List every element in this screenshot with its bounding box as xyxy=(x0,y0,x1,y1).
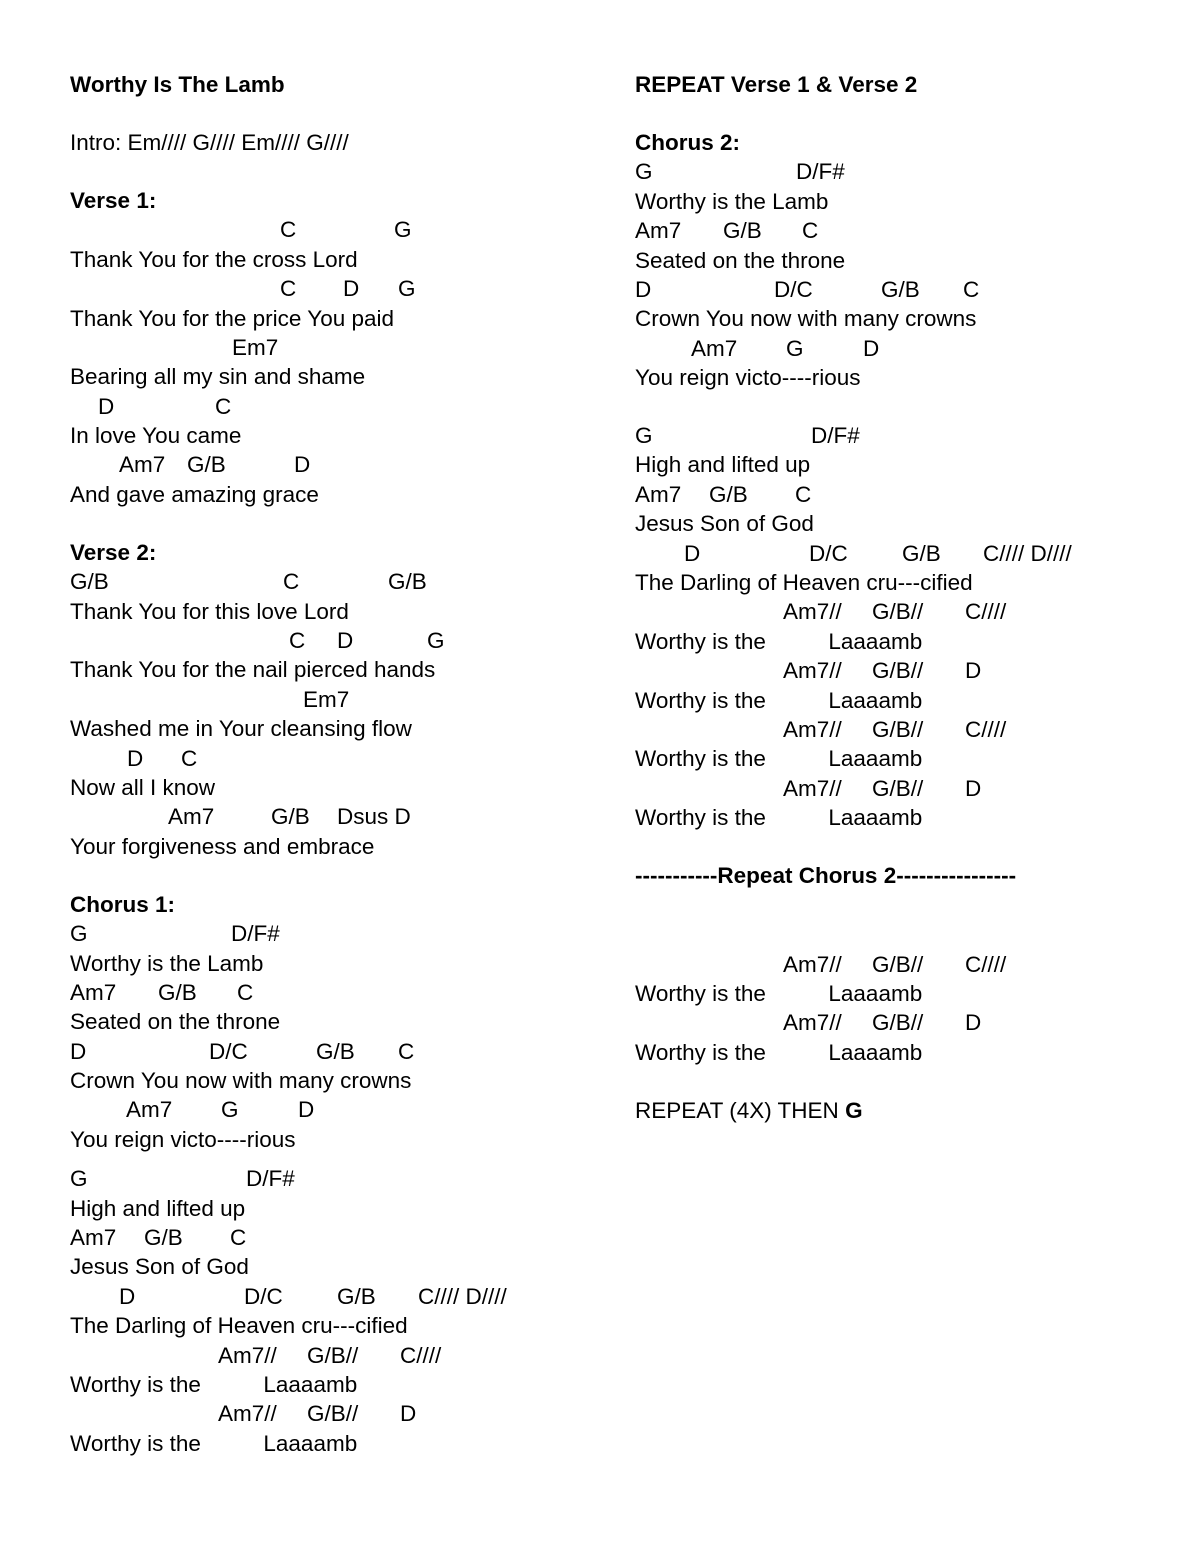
chord: Am7// xyxy=(783,599,842,625)
chord: G/B xyxy=(271,804,310,830)
chord-line xyxy=(70,215,610,244)
chord: C//// xyxy=(400,1342,442,1368)
chord: G/B// xyxy=(872,599,924,625)
lyric-line: High and lifted up xyxy=(70,1195,246,1221)
chord: G/B// xyxy=(872,775,924,801)
chord-line xyxy=(70,802,610,831)
chord: D xyxy=(635,276,652,302)
final-instruction xyxy=(635,1096,1175,1125)
lyric-line: Worthy is the Laaaamb xyxy=(70,1372,358,1397)
chord: D xyxy=(863,335,880,361)
chord: Am7// xyxy=(783,951,842,977)
chord: C xyxy=(283,569,300,595)
chord: C//// xyxy=(965,951,1007,977)
chord: C//// xyxy=(965,599,1007,625)
final-text: REPEAT (4X) THEN xyxy=(635,1097,846,1123)
chord: Am7// xyxy=(783,1010,842,1036)
chord-line xyxy=(70,1341,610,1370)
lyric-line: Worthy is the Laaaamb xyxy=(635,687,923,713)
lyric-line: Now all I know xyxy=(70,774,216,800)
chord: D xyxy=(337,628,354,654)
chord-line xyxy=(70,567,610,596)
chord-line xyxy=(70,685,610,714)
chord: C xyxy=(795,481,812,507)
chord-line xyxy=(70,274,610,303)
chord-line xyxy=(70,744,610,773)
chord: Am7// xyxy=(783,775,842,801)
lyric-line: Your forgiveness and embrace xyxy=(70,833,375,859)
chord: G/B xyxy=(316,1038,355,1064)
chord-line xyxy=(70,919,610,948)
chord: D xyxy=(294,452,311,478)
chord: Am7 xyxy=(126,1097,173,1123)
chord-line xyxy=(70,392,610,421)
chord-line xyxy=(635,539,1175,568)
chord: G/B// xyxy=(872,717,924,742)
ending-section xyxy=(635,950,1175,1126)
chord: C xyxy=(963,276,980,302)
chord: G/B// xyxy=(872,658,924,684)
chord: C xyxy=(289,628,306,654)
chord-line xyxy=(635,216,1175,245)
lyric-line: And gave amazing grace xyxy=(70,481,319,507)
chord: G xyxy=(427,628,445,654)
chord: G xyxy=(635,423,653,449)
lyric-line: The Darling of Heaven cru---cified xyxy=(70,1313,408,1339)
chord: D/F# xyxy=(811,423,860,449)
chord: D xyxy=(400,1401,417,1427)
chord-line xyxy=(635,334,1175,363)
chord-line xyxy=(635,480,1175,509)
chorus2-heading: Chorus 2: xyxy=(635,129,741,155)
lyric-line: Worthy is the Laaaamb xyxy=(635,746,923,772)
chord: G xyxy=(70,921,88,947)
chord-line xyxy=(635,275,1175,304)
chord-line xyxy=(70,1037,610,1066)
chord: G/B xyxy=(388,569,427,595)
chord: G/B xyxy=(70,569,109,595)
chord: G xyxy=(70,1166,88,1192)
chord-line xyxy=(70,1399,610,1428)
chord: Am7// xyxy=(218,1342,277,1368)
verse1-section xyxy=(70,186,610,509)
lyric-line: Worthy is the Laaaamb xyxy=(635,805,923,831)
chord: G xyxy=(635,159,653,185)
lyric-line: Seated on the throne xyxy=(635,247,846,273)
intro-line: Intro: Em//// G//// Em//// G//// xyxy=(70,129,349,155)
chord: Am7// xyxy=(783,717,842,742)
lyric-line: Worthy is the Laaaamb xyxy=(635,1039,923,1065)
chord: D xyxy=(965,775,982,801)
chord: G/B// xyxy=(307,1342,359,1368)
chord: C//// D//// xyxy=(418,1283,507,1309)
lyric-line: Thank You for the nail pierced hands xyxy=(70,657,436,683)
chord-line xyxy=(635,597,1175,626)
chord: G/B xyxy=(144,1225,183,1251)
final-chord: G xyxy=(845,1097,863,1123)
lyric-line: Thank You for the price You paid xyxy=(70,305,395,331)
chord: Em7 xyxy=(232,334,279,360)
chorus1-heading: Chorus 1: xyxy=(70,891,176,917)
chord: Am7 xyxy=(119,452,166,478)
chord: G/B xyxy=(187,452,226,478)
chord: G xyxy=(394,217,412,243)
chord: C//// xyxy=(965,717,1007,742)
chord: C xyxy=(230,1225,247,1251)
lyric-line: Worthy is the Laaaamb xyxy=(70,1430,358,1456)
lyric-line: Jesus Son of God xyxy=(70,1254,249,1280)
chord: D xyxy=(127,745,144,771)
chord-line xyxy=(635,656,1175,685)
chord: Am7 xyxy=(70,979,117,1005)
chord: Am7 xyxy=(635,218,682,244)
chord: Am7// xyxy=(218,1401,277,1427)
chord-line xyxy=(635,950,1175,979)
chord: D/F# xyxy=(796,159,845,185)
lyric-line: You reign victo----rious xyxy=(70,1126,296,1152)
chord: C xyxy=(398,1038,415,1064)
chord: G/B// xyxy=(872,951,924,977)
lyric-line: Worthy is the Laaaamb xyxy=(635,628,923,654)
repeat-verses-note: REPEAT Verse 1 & Verse 2 xyxy=(635,72,918,97)
chord-line xyxy=(70,626,610,655)
lyric-line: Worthy is the Lamb xyxy=(70,950,264,976)
chord: D/F# xyxy=(246,1166,295,1192)
chorus1-section xyxy=(70,890,610,1458)
lyric-line: Worthy is the Laaaamb xyxy=(635,980,923,1006)
chord-line xyxy=(70,1223,610,1252)
lyric-line: Thank You for this love Lord xyxy=(70,598,349,624)
chord: D xyxy=(70,1038,87,1064)
chord: G/B xyxy=(723,218,762,244)
chord-line xyxy=(70,333,610,362)
chord: G/B xyxy=(709,481,748,507)
chord: D xyxy=(298,1097,315,1123)
chord: D/F# xyxy=(231,921,280,947)
chord: D/C xyxy=(774,276,813,302)
chord-line xyxy=(70,978,610,1007)
chorus2-section xyxy=(635,128,1175,833)
chord: D xyxy=(119,1283,136,1309)
verse2-section xyxy=(70,538,610,861)
chord: G/B xyxy=(158,979,197,1005)
chord-line xyxy=(635,1008,1175,1037)
chord: D xyxy=(965,658,982,684)
chord: D xyxy=(684,540,701,566)
chord: D xyxy=(98,393,115,419)
chord: G/B xyxy=(881,276,920,302)
song-title: Worthy Is The Lamb xyxy=(70,72,285,97)
chord-line xyxy=(635,157,1175,186)
chord: Em7 xyxy=(303,686,350,712)
right-column xyxy=(635,70,1175,1125)
chord: D/C xyxy=(809,540,848,566)
chord-line xyxy=(70,450,610,479)
repeat-chorus2-note: -----------Repeat Chorus 2---------------- xyxy=(635,863,1017,889)
lyric-line: Thank You for the cross Lord xyxy=(70,246,358,272)
chord: Am7 xyxy=(635,481,682,507)
verse1-heading: Verse 1: xyxy=(70,187,157,213)
lyric-line: Seated on the throne xyxy=(70,1009,281,1035)
chord: C xyxy=(181,745,198,771)
chord: D/C xyxy=(209,1038,248,1064)
lyric-line: Worthy is the Lamb xyxy=(635,188,829,214)
chord: G xyxy=(786,335,804,361)
chord: D xyxy=(343,276,360,302)
chord: G/B xyxy=(337,1283,376,1309)
lyric-line: Jesus Son of God xyxy=(635,511,814,537)
chord: C xyxy=(215,393,232,419)
chord: C xyxy=(280,217,297,243)
chord: C xyxy=(280,276,297,302)
chord-line xyxy=(70,1095,610,1124)
chord-line xyxy=(635,715,1175,744)
lyric-line: The Darling of Heaven cru---cified xyxy=(635,570,973,596)
left-column xyxy=(70,70,610,1458)
lyric-line: In love You came xyxy=(70,423,242,449)
chord-line xyxy=(70,1282,610,1311)
chord: Am7 xyxy=(70,1225,117,1251)
lyric-line: Crown You now with many crowns xyxy=(635,306,977,332)
chord: C//// D//// xyxy=(983,540,1072,566)
chord-line xyxy=(70,1164,610,1193)
chord: G xyxy=(398,276,416,302)
chord-line xyxy=(635,774,1175,803)
lyric-line: You reign victo----rious xyxy=(635,365,861,391)
chord: Am7 xyxy=(691,335,738,361)
verse2-heading: Verse 2: xyxy=(70,539,157,565)
lyric-line: Washed me in Your cleansing flow xyxy=(70,716,412,742)
chord: G/B// xyxy=(307,1401,359,1427)
chord: G xyxy=(221,1097,239,1123)
chord: Am7// xyxy=(783,658,842,684)
chord: C xyxy=(237,979,254,1005)
chord: Dsus D xyxy=(337,804,411,830)
chord: D xyxy=(965,1010,982,1036)
chord: G/B xyxy=(902,540,941,566)
lyric-line: Bearing all my sin and shame xyxy=(70,364,366,390)
chord: D/C xyxy=(244,1283,283,1309)
lyric-line: Crown You now with many crowns xyxy=(70,1068,412,1094)
chord: G/B// xyxy=(872,1010,924,1036)
chord: Am7 xyxy=(168,804,215,830)
chord: C xyxy=(802,218,819,244)
lyric-line: High and lifted up xyxy=(635,452,811,478)
chord-line xyxy=(635,421,1175,450)
